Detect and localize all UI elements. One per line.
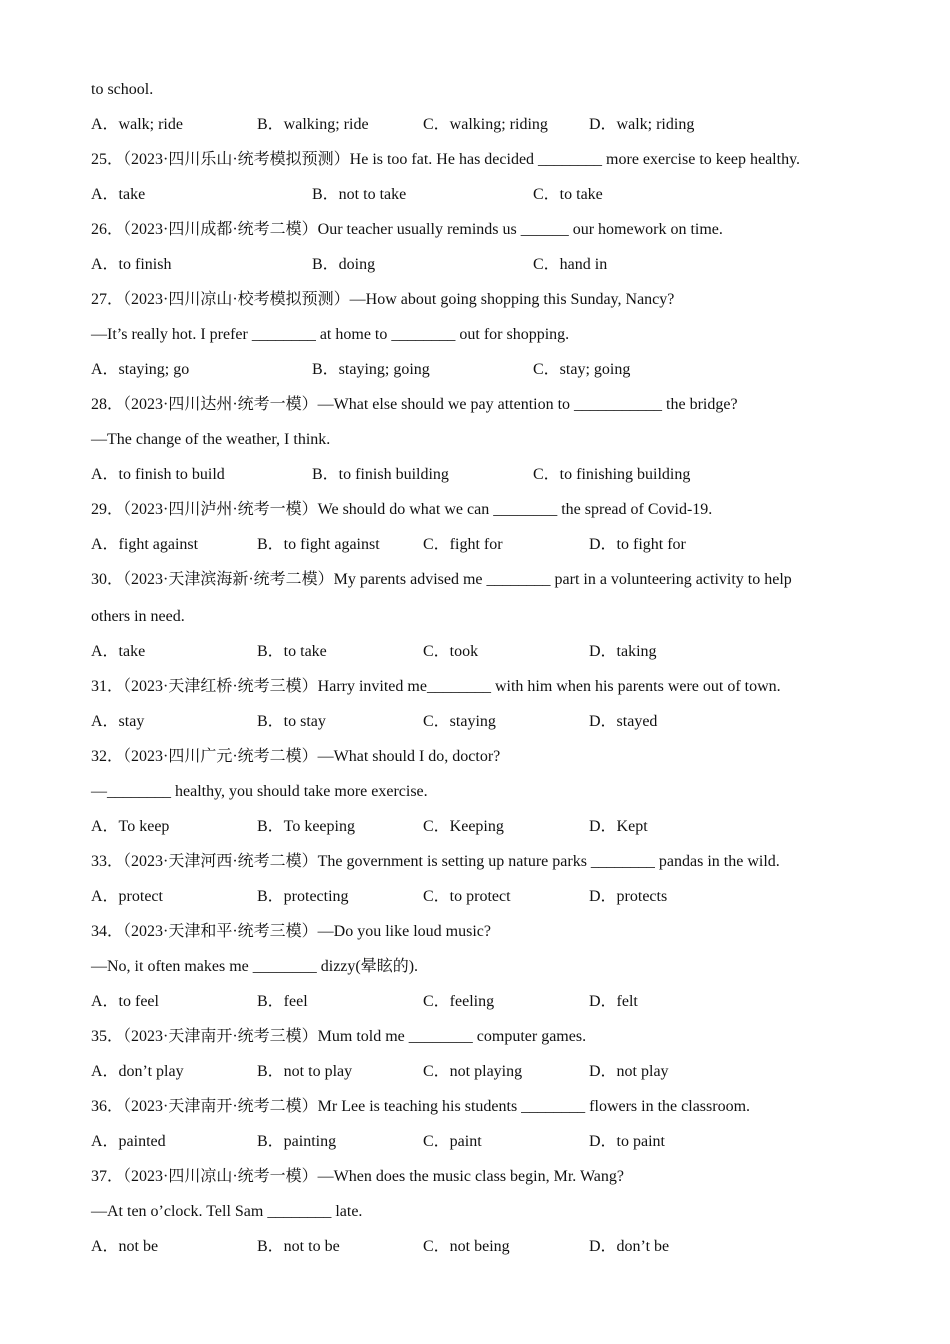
option-c: C．Keeping	[423, 818, 504, 835]
option-c: C．fight for	[423, 536, 503, 553]
question-stem-continued: —It’s really hot. I prefer ________ at home to ________ out for shopping.	[91, 326, 570, 343]
question-block	[91, 1159, 861, 1264]
option-b: B．doing	[312, 256, 376, 273]
option-b: B．walking; ride	[257, 116, 369, 133]
answer-options	[91, 984, 861, 1019]
question-stem: 33．（2023·天津河西·统考二模）The government is setting up nature parks ________ pandas in the wild.	[91, 853, 780, 870]
question-block	[91, 212, 861, 282]
question-stem: 35．（2023·天津南开·统考三模）Mum told me ________ computer games.	[91, 1028, 587, 1045]
q24-options	[91, 107, 861, 142]
option-c: C．not being	[423, 1238, 510, 1255]
question-block	[91, 739, 861, 844]
option-b: B．to stay	[257, 713, 326, 730]
option-a: A．to feel	[91, 993, 159, 1010]
option-d: D．not play	[589, 1063, 669, 1080]
option-a: A．stay	[91, 713, 145, 730]
answer-options	[91, 352, 861, 387]
answer-options	[91, 704, 861, 739]
question-stem: 36．（2023·天津南开·统考二模）Mr Lee is teaching his students ________ flowers in the classroom.	[91, 1098, 751, 1115]
question-block	[91, 1019, 861, 1089]
question-stem: 34．（2023·天津和平·统考三模）—Do you like loud music?	[91, 923, 491, 940]
question-stem: 27．（2023·四川凉山·校考模拟预测）—How about going shopping this Sunday, Nancy?	[91, 291, 675, 308]
option-c: C．to protect	[423, 888, 511, 905]
option-b: B．not to play	[257, 1063, 353, 1080]
question-stem: 32．（2023·四川广元·统考二模）—What should I do, doctor?	[91, 748, 501, 765]
option-d: D．taking	[589, 643, 657, 660]
option-b: B．feel	[257, 993, 308, 1010]
question-stem-continued: —________ healthy, you should take more exercise.	[91, 783, 428, 800]
question-block	[91, 282, 861, 387]
option-d: D．protects	[589, 888, 668, 905]
option-d: D．felt	[589, 993, 638, 1010]
question-block	[91, 492, 861, 562]
question-list	[91, 142, 861, 1264]
question-block	[91, 1089, 861, 1159]
option-a: A．walk; ride	[91, 116, 183, 133]
option-a: A．don’t play	[91, 1063, 184, 1080]
option-b: B．painting	[257, 1133, 337, 1150]
question-stem: 37．（2023·四川凉山·统考一模）—When does the music class begin, Mr. Wang?	[91, 1168, 625, 1185]
option-c: C．to finishing building	[533, 466, 691, 483]
question-stem: 29．（2023·四川泸州·统考一模）We should do what we can ________ the spread of Covid-19.	[91, 501, 713, 518]
question-stem: 26．（2023·四川成都·统考二模）Our teacher usually reminds us ______ our homework on time.	[91, 221, 723, 238]
question-stem: 28．（2023·四川达州·统考一模）—What else should we pay attention to ___________ the bridge?	[91, 396, 738, 413]
answer-options	[91, 457, 861, 492]
question-stem-continued: —The change of the weather, I think.	[91, 431, 331, 448]
option-b: B．to fight against	[257, 536, 380, 553]
option-c: C．took	[423, 643, 479, 660]
option-a: A．take	[91, 186, 146, 203]
option-d: D．stayed	[589, 713, 658, 730]
answer-options	[91, 1229, 861, 1264]
option-c: C．staying	[423, 713, 496, 730]
question-block	[91, 142, 861, 212]
option-c: C．stay; going	[533, 361, 631, 378]
option-a: A．not be	[91, 1238, 159, 1255]
option-d: D．to paint	[589, 1133, 665, 1150]
question-block	[91, 669, 861, 739]
option-b: B．staying; going	[312, 361, 430, 378]
question-stem: 31．（2023·天津红桥·统考三模）Harry invited me________ with him when his parents were out of town.	[91, 678, 781, 695]
question-block	[91, 844, 861, 914]
lead-text: to school.	[91, 81, 154, 98]
option-b: B．not to be	[257, 1238, 340, 1255]
question-block	[91, 562, 861, 669]
option-b: B．To keeping	[257, 818, 355, 835]
option-a: A．To keep	[91, 818, 170, 835]
option-d: D．to fight for	[589, 536, 686, 553]
option-d: D．don’t be	[589, 1238, 670, 1255]
option-a: A．staying; go	[91, 361, 190, 378]
option-c: C．feeling	[423, 993, 495, 1010]
exam-page	[91, 72, 861, 1264]
answer-options	[91, 527, 861, 562]
option-b: B．not to take	[312, 186, 407, 203]
question-block	[91, 387, 861, 492]
question-stem: 30．（2023·天津滨海新·统考二模）My parents advised me ________ part in a volunteering activity to help	[91, 571, 792, 588]
option-b: B．protecting	[257, 888, 349, 905]
answer-options	[91, 634, 861, 669]
option-a: A．fight against	[91, 536, 199, 553]
answer-options	[91, 1054, 861, 1089]
option-c: C．walking; riding	[423, 116, 548, 133]
option-a: A．protect	[91, 888, 163, 905]
option-c: C．to take	[533, 186, 603, 203]
option-c: C．hand in	[533, 256, 608, 273]
answer-options	[91, 1124, 861, 1159]
option-d: D．Kept	[589, 818, 648, 835]
question-block	[91, 914, 861, 1019]
option-a: A．take	[91, 643, 146, 660]
question-stem: 25．（2023·四川乐山·统考模拟预测）He is too fat. He has decided ________ more exercise to keep healthy.	[91, 151, 801, 168]
answer-options	[91, 247, 861, 282]
answer-options	[91, 879, 861, 914]
question-stem-continued: —At ten o’clock. Tell Sam ________ late.	[91, 1203, 363, 1220]
option-a: A．to finish	[91, 256, 172, 273]
option-a: A．painted	[91, 1133, 166, 1150]
option-d: D．walk; riding	[589, 116, 695, 133]
option-b: B．to take	[257, 643, 327, 660]
option-b: B．to finish building	[312, 466, 449, 483]
answer-options	[91, 177, 861, 212]
question-stem-continued: others in need.	[91, 608, 185, 625]
option-c: C．paint	[423, 1133, 482, 1150]
answer-options	[91, 809, 861, 844]
option-c: C．not playing	[423, 1063, 523, 1080]
question-stem-continued: —No, it often makes me ________ dizzy(晕眩的).	[91, 958, 419, 975]
option-a: A．to finish to build	[91, 466, 225, 483]
